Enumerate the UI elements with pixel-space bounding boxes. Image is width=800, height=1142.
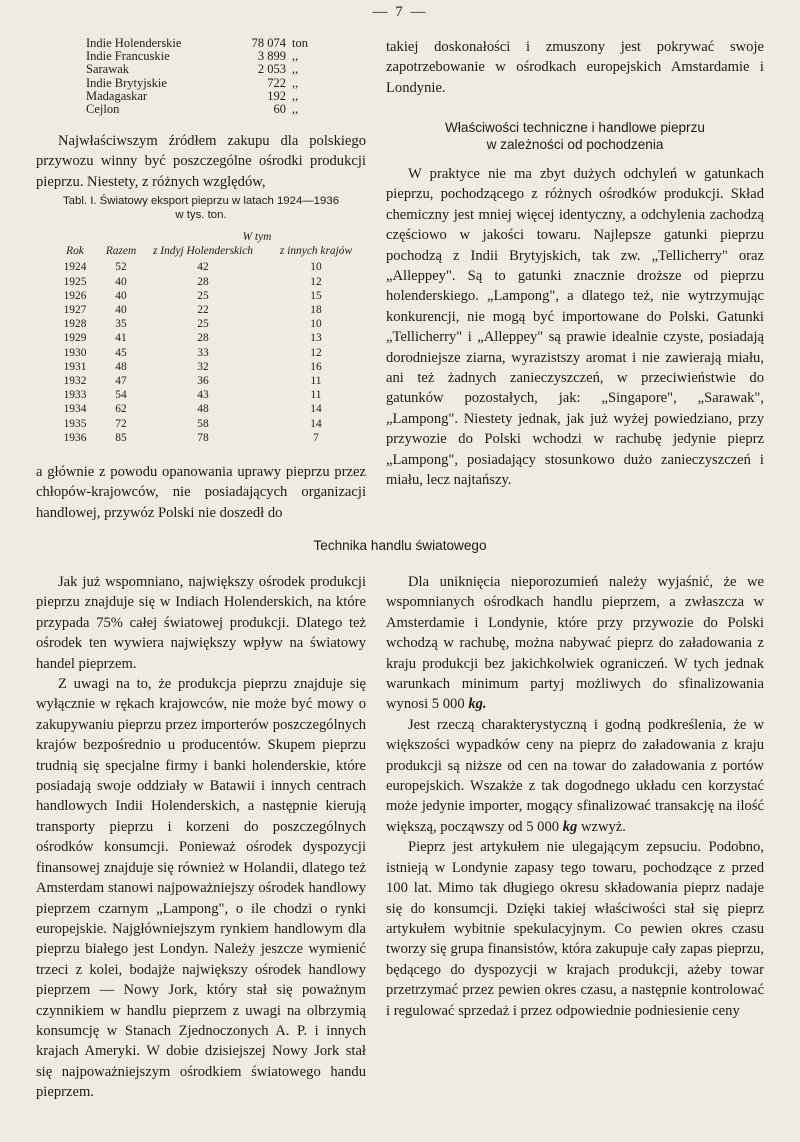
subheading-line: w zależności od pochodzenia bbox=[486, 137, 664, 152]
table-row bbox=[52, 289, 370, 303]
paragraph bbox=[386, 572, 764, 715]
production-country: Sarawak bbox=[86, 62, 130, 77]
table-row bbox=[52, 260, 370, 274]
table-cell: 1928 bbox=[63, 318, 87, 331]
table-cell: 12 bbox=[310, 275, 322, 288]
table-cell: 1927 bbox=[63, 304, 87, 317]
unit-kg: kg bbox=[562, 818, 578, 835]
subheading bbox=[386, 119, 764, 153]
table-cell: 22 bbox=[197, 304, 209, 317]
table-cell: 40 bbox=[115, 304, 127, 317]
production-value: 2 053 bbox=[257, 62, 286, 77]
table-cell: 7 bbox=[313, 431, 319, 444]
production-row bbox=[86, 77, 316, 90]
table-cell: 1936 bbox=[63, 431, 87, 444]
production-value: 78 074 bbox=[251, 36, 286, 50]
table-cell: 28 bbox=[197, 332, 209, 345]
table-cell: 1924 bbox=[63, 261, 87, 274]
table-cell: 41 bbox=[115, 332, 127, 345]
table-row bbox=[52, 417, 370, 431]
paragraph: Pieprz jest artykułem nie ulegającym zepsuciu. Podobno, istnieją w Londynie zapasy tego towaru, pochodzące z przed 100 lat. Mimo tak długiego okresu składowania pieprz nadaje się do konsumcji. Dzięki takiej właściwości stał się pieprz artykułem wybitnie spekulacyjnym. Co pewien okres czasu tworzy się grupa finansistów, która zakupuje cały zapas pieprzu, będącego do dyspozycji w krajach produkcji, ażeby towar przetrzymać przez pewien okres czasu, a następnie kontrolować i regulować sprzedaż i przez odpowiednie podniesienie ceny bbox=[386, 839, 764, 1019]
production-country: Indie Holenderskie bbox=[86, 36, 182, 50]
table-cell: 1934 bbox=[63, 403, 87, 416]
table-cell: 14 bbox=[310, 417, 322, 430]
table-cell: 36 bbox=[197, 375, 209, 388]
production-value: 3 899 bbox=[257, 49, 286, 64]
text: Dla uniknięcia nieporozumień należy wyjaśnić, że we wspomnianych ośrodkach handlu pieprzem, a zwłaszcza w Amsterdamie i Londynie, które przy przywozie do Polski wchodzą w rachubę, można nabywać pieprz do załadowania z kraju produkcji bez jakichkolwiek ograniczeń. W tych jednak warunkach minimum partyj możliwych do sfinalizowania wynosi 5 000 bbox=[386, 574, 764, 713]
group-header: W tym bbox=[242, 231, 272, 243]
table-cell: 25 bbox=[197, 289, 209, 302]
table-cell: 25 bbox=[197, 318, 209, 331]
table-row bbox=[52, 388, 370, 402]
table-cell: 48 bbox=[115, 360, 127, 373]
production-value: 722 bbox=[267, 75, 286, 90]
production-unit: ,, bbox=[292, 88, 299, 103]
table-cell: 32 bbox=[197, 360, 209, 373]
unit-kg: kg. bbox=[468, 696, 487, 713]
table-cell: 18 bbox=[310, 304, 322, 317]
table-cell: 10 bbox=[310, 318, 322, 331]
table-cell: 62 bbox=[115, 403, 127, 416]
production-value: 60 bbox=[273, 102, 286, 117]
page-number: — 7 — bbox=[372, 4, 428, 20]
subheading-line: Właściwości techniczne i handlowe pieprzu bbox=[445, 120, 705, 135]
col-header: z Indyj Holenderskich bbox=[153, 245, 253, 258]
production-table bbox=[86, 37, 316, 116]
table-cell: 11 bbox=[310, 389, 322, 402]
table-cell: 1932 bbox=[63, 375, 87, 388]
table-cell: 45 bbox=[115, 346, 127, 359]
paragraph: W praktyce nie ma zbyt dużych odchyleń w gatunkach pieprzu, pochodzącego z różnych ośrodków produkcji. Skład chemiczny jest mniej więcej identyczny, a odchylenia zachodzą częściowo w jakości towaru. Najlepsze gatunki pieprzu pochodzą z Indii Brytyjskich, tak zw. „Tellicherry" oraz „Alleppey". Są to gatunki znacznie droższe od pieprzu holenderskiego. „Lampong", a dlatego też, nie wytrzymując konkurencji, nie mogą być importowane do Polski. Gatunki „Tellicherry" i „Alleppey" są prawie idealnie czyste, posiadają dorodniejsze ziarna, wyrazistszy aromat i nie zawierają miału, ani też żadnych zanieczyszczeń, w przeciwieństwie do gatunków pozostałych, jak: „Singapore", „Sarawak", „Lampong". Niestety jednak, jak już wyżej powiedziano, przy przywozie do Polski wchodzi w rachubę jedynie pieprz „Lampong", posiadający stosunkowo dużo zanieczyszczeń i miału, lecz najtańszy. bbox=[386, 166, 764, 489]
production-country: Madagaskar bbox=[86, 88, 148, 103]
table-cell: 15 bbox=[310, 289, 322, 302]
table-cell: 54 bbox=[115, 389, 127, 402]
col-header: z innych krajów bbox=[279, 245, 353, 258]
table-cell: 13 bbox=[310, 332, 322, 345]
production-row bbox=[86, 103, 316, 116]
caption-line: Tabl. I. Światowy eksport pieprzu w latach 1924—1936 bbox=[62, 195, 340, 207]
production-unit: ,, bbox=[292, 75, 299, 90]
table-cell: 85 bbox=[115, 431, 127, 444]
col-header: Rok bbox=[66, 245, 84, 258]
text: wzwyż. bbox=[580, 818, 626, 835]
paragraph: Jak już wspomniano, największy ośrodek produkcji pieprzu znajduje się w Indiach Holenderskich, na które przypada 75% całej światowej produkcji. Dlatego też ośrodek ten wywiera największy wpływ na światowy handel pieprzem. bbox=[36, 574, 366, 672]
paragraph: Najwłaściwszym źródłem zakupu dla polskiego przywozu winny być poszczególne ośrodki produkcji pieprzu. Niestety, z różnych względów, bbox=[36, 133, 366, 190]
production-unit: ,, bbox=[292, 62, 299, 77]
table-cell: 35 bbox=[115, 318, 127, 331]
paragraph: Z uwagi na to, że produkcja pieprzu znajduje się wyłącznie w rękach krajowców, nie może być mowy o zakupywaniu pieprzu przez importerów poszczególnych krajów bezpośrednio u producentów. Skupem pieprzu trudnią się specjalne firmy i banki holenderskie, które posiadają swoje oddziały w Batawii i innych centrach handlowych Indii Holenderskich, a następnie kierują transporty pieprzu i korzeni do poszczególnych ośrodków konsumcji. Ponieważ ośrodek dyspozycji finansowej znajduje się również w Holandii, dlatego też Amsterdam stanowi najpoważniejszy ośrodek handlowy pieprzem czarnym „Lampong", o ile chodzi o rynki europejskie. Najgłówniejszym rynkiem handlowym dla pieprzu białego jest Londyn. Należy jeszcze wymienić trzeci z kolei, bodajże największy ośrodek handlowy pieprzem — Nowy Jork, który stał się poważnym czynnikiem w handlu pieprzem z uwagi na olbrzymią konsumcję w Stanach Zjednoczonych A. P. i innych krajach Ameryki. W dobie dzisiejszej Nowy Jork stał się najpoważniejszym ośrodkiem światowego handu pieprzem. bbox=[36, 676, 366, 1101]
table-row bbox=[52, 402, 370, 416]
table-row bbox=[52, 374, 370, 388]
table-cell: 40 bbox=[115, 275, 127, 288]
table-row bbox=[52, 317, 370, 331]
table-row bbox=[52, 431, 370, 445]
table-cell: 1929 bbox=[63, 332, 87, 345]
table-cell: 1930 bbox=[63, 346, 87, 359]
section-title: Technika handlu światowego bbox=[313, 538, 487, 553]
table-row bbox=[52, 275, 370, 289]
table-cell: 33 bbox=[197, 346, 209, 359]
table-row bbox=[52, 331, 370, 345]
table-row bbox=[52, 303, 370, 317]
table-caption bbox=[36, 194, 366, 222]
production-unit: ,, bbox=[292, 49, 299, 64]
paragraph bbox=[386, 715, 764, 837]
table-cell: 1931 bbox=[63, 360, 87, 373]
table-cell: 12 bbox=[310, 346, 322, 359]
production-country: Indie Brytyjskie bbox=[86, 75, 167, 90]
table-cell: 11 bbox=[310, 375, 322, 388]
table-cell: 48 bbox=[197, 403, 209, 416]
table-cell: 47 bbox=[115, 375, 127, 388]
production-unit: ton bbox=[292, 36, 308, 50]
table-cell: 14 bbox=[310, 403, 322, 416]
left-bottom-column bbox=[36, 572, 366, 1103]
table-row bbox=[52, 360, 370, 374]
table-row bbox=[52, 346, 370, 360]
table-cell: 42 bbox=[197, 261, 209, 274]
right-bottom-column bbox=[386, 572, 764, 1021]
table-cell: 10 bbox=[310, 261, 322, 274]
table-cell: 78 bbox=[197, 431, 209, 444]
production-value: 192 bbox=[267, 88, 286, 103]
table-cell: 1935 bbox=[63, 417, 87, 430]
table-cell: 52 bbox=[115, 261, 127, 274]
left-top-paragraph bbox=[36, 131, 366, 192]
right-top-continuation bbox=[386, 37, 764, 98]
production-row bbox=[86, 63, 316, 76]
table-cell: 40 bbox=[115, 289, 127, 302]
text: Jest rzeczą charakterystyczną i godną podkreślenia, że w większości wypadków ceny na pieprz do załadowania z kraju produkcji są niższe od cen na towar do załadowania z portów europejskich. Wszakże z tak dogodnego układu cen korzystać może jedynie importer, mogący sfinalizować transakcję na ilość większą, począwszy od 5 000 bbox=[386, 716, 764, 835]
table-cell: 72 bbox=[115, 417, 127, 430]
table-cell: 58 bbox=[197, 417, 209, 430]
table-cell: 28 bbox=[197, 275, 209, 288]
export-table bbox=[52, 230, 370, 445]
table-cell: 1933 bbox=[63, 389, 87, 402]
paragraph: takiej doskonałości i zmuszony jest pokrywać swoje zapotrzebowanie w ośrodkach europejskich Amstardamie i Londynie. bbox=[386, 39, 764, 96]
table-cell: 1925 bbox=[63, 275, 87, 288]
col-header: Razem bbox=[105, 245, 137, 258]
table-cell: 16 bbox=[310, 360, 322, 373]
right-paragraph-origins bbox=[386, 164, 764, 491]
production-country: Cejlon bbox=[86, 102, 120, 117]
production-country: Indie Francuskie bbox=[86, 49, 170, 64]
production-unit: ,, bbox=[292, 102, 299, 117]
caption-line: w tys. ton. bbox=[175, 209, 227, 221]
table-cell: 43 bbox=[197, 389, 209, 402]
left-after-table bbox=[36, 462, 366, 523]
paragraph: a głównie z powodu opanowania uprawy pieprzu przez chłopów-krajowców, nie posiadających organizacji handlowej, przywóz Polski nie doszedł do bbox=[36, 464, 366, 521]
table-cell: 1926 bbox=[63, 289, 87, 302]
